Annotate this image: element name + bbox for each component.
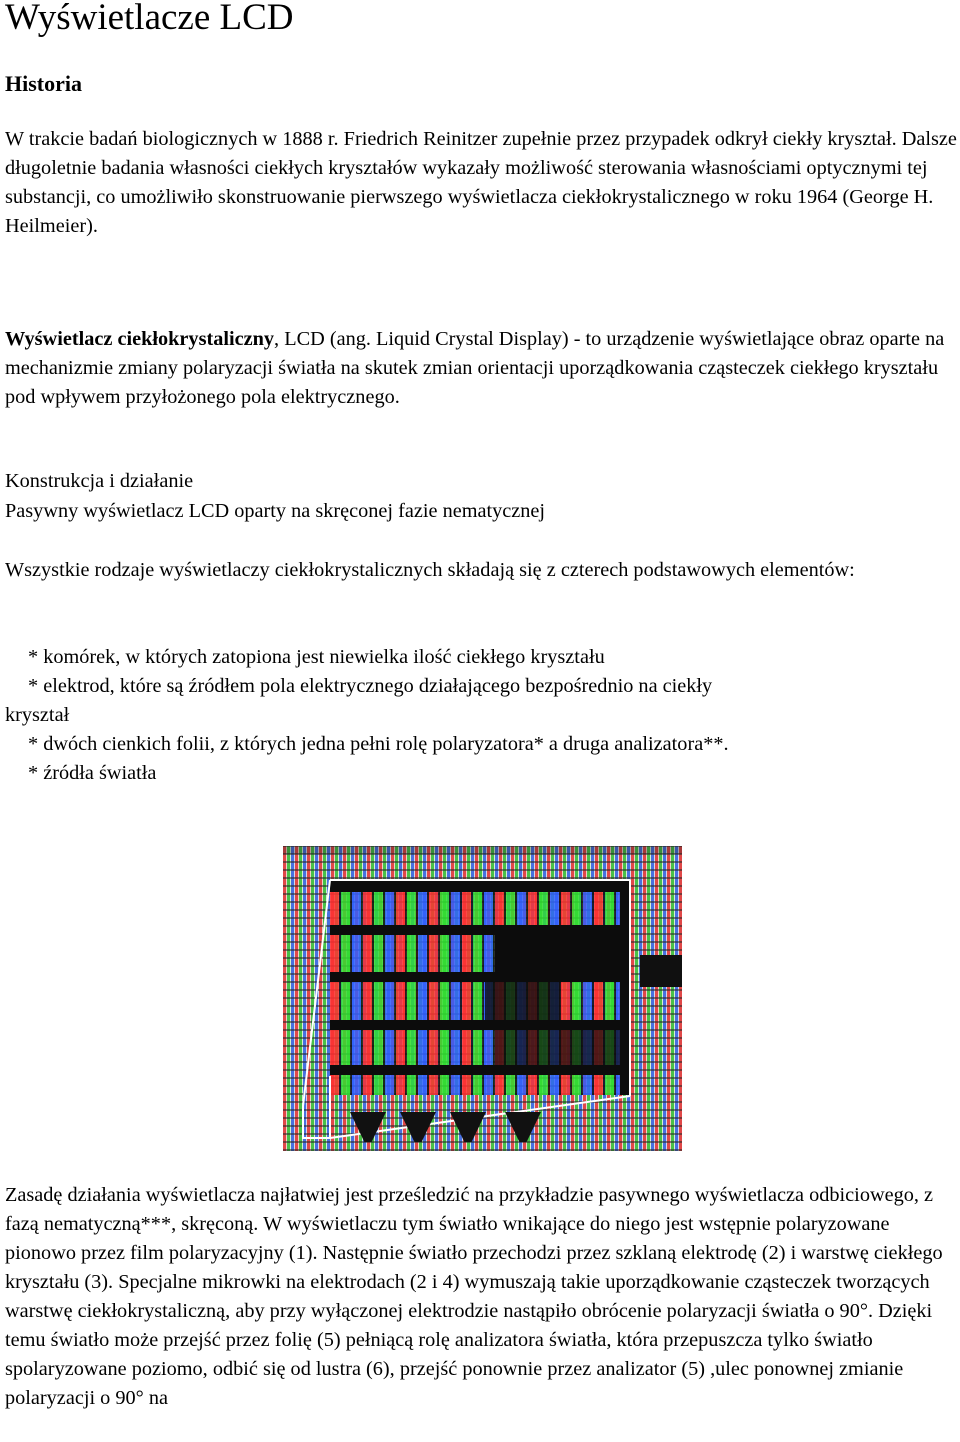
elements-list [5,643,729,788]
list-item: * elektrod, które są źródłem pola elektrycznego działającego bezpośrednio na ciekły [28,675,713,697]
paragraph-definition [5,325,957,412]
list-item: * źródła światła [28,762,157,784]
dark-glyph-fragments [350,1112,550,1142]
heading-passive-display: Pasywny wyświetlacz LCD oparty na skręconej fazie nematycznej [5,500,546,522]
page-title: Wyświetlacze LCD [5,0,294,38]
definition-text: , LCD (ang. Liquid Crystal Display) - to urządzenie wyświetlające obraz oparte na mechanizmie zmiany polaryzacji światła na skutek zmian orientacji uporządkowania cząsteczek ciekłego kryształu pod wpływem przyłożonego pola elektrycznego. [5,328,945,408]
zoom-callout-lines [283,846,682,1151]
paragraph-history: W trakcie badań biologicznych w 1888 r. Friedrich Reinitzer zupełnie przez przypadek odkrył ciekły kryształ. Dalsze długoletnie badania własności ciekłych kryształów wykazały możliwość sterowania własnościami optycznymi tej substancji, co umożliwiło skonstruowanie pierwszego wyświetlacza ciekłokrystalicznego w roku 1964 (George H. Heilmeier). [5,128,957,237]
heading-construction: Konstrukcja i działanie [5,470,194,492]
list-item-continuation: kryształ [5,704,70,726]
paragraph-operating-principle: Zasadę działania wyświetlacza najłatwiej jest prześledzić na przykładzie pasywnego wyświetlacza odbiciowego, z fazą nematyczną***, skręconą. W wyświetlaczu tym światło wnikające do niego jest wstępnie polaryzowane pionowo przez film polaryzacyjny (1). Następnie światło przechodzi przez szklaną elektrodę (2) i warstwę ciekłego kryształu (3). Specjalne mikrowki na elektrodach (2 i 4) wymuszają takie uporządkowanie cząsteczek tworzących warstwę ciekłokrystaliczną, aby przy wyłączonej elektrodzie nastąpiło obrócenie polaryzacji światła o 90°. Dzięki temu światło może przejść przez folię (5) pełniącą rolę analizatora światła, która przepuszcza tylko światło spolaryzowane poziomo, odbić się od lustra (6), przejść ponownie przez analizator (5) ,ulec ponownej zmianie polaryzacji o 90° na [5,1184,943,1409]
definition-term: Wyświetlacz ciekłokrystaliczny [5,328,275,350]
paragraph-elements: Wszystkie rodzaje wyświetlaczy ciekłokrystalicznych składają się z czterech podstawowych elementów: [5,559,855,581]
list-item: * komórek, w których zatopiona jest niewielka ilość ciekłego kryształu [28,646,605,668]
section-heading-history: Historia [5,71,82,96]
list-item: * dwóch cienkich folii, z których jedna pełni rolę polaryzatora* a druga analizatora**. [28,733,729,755]
